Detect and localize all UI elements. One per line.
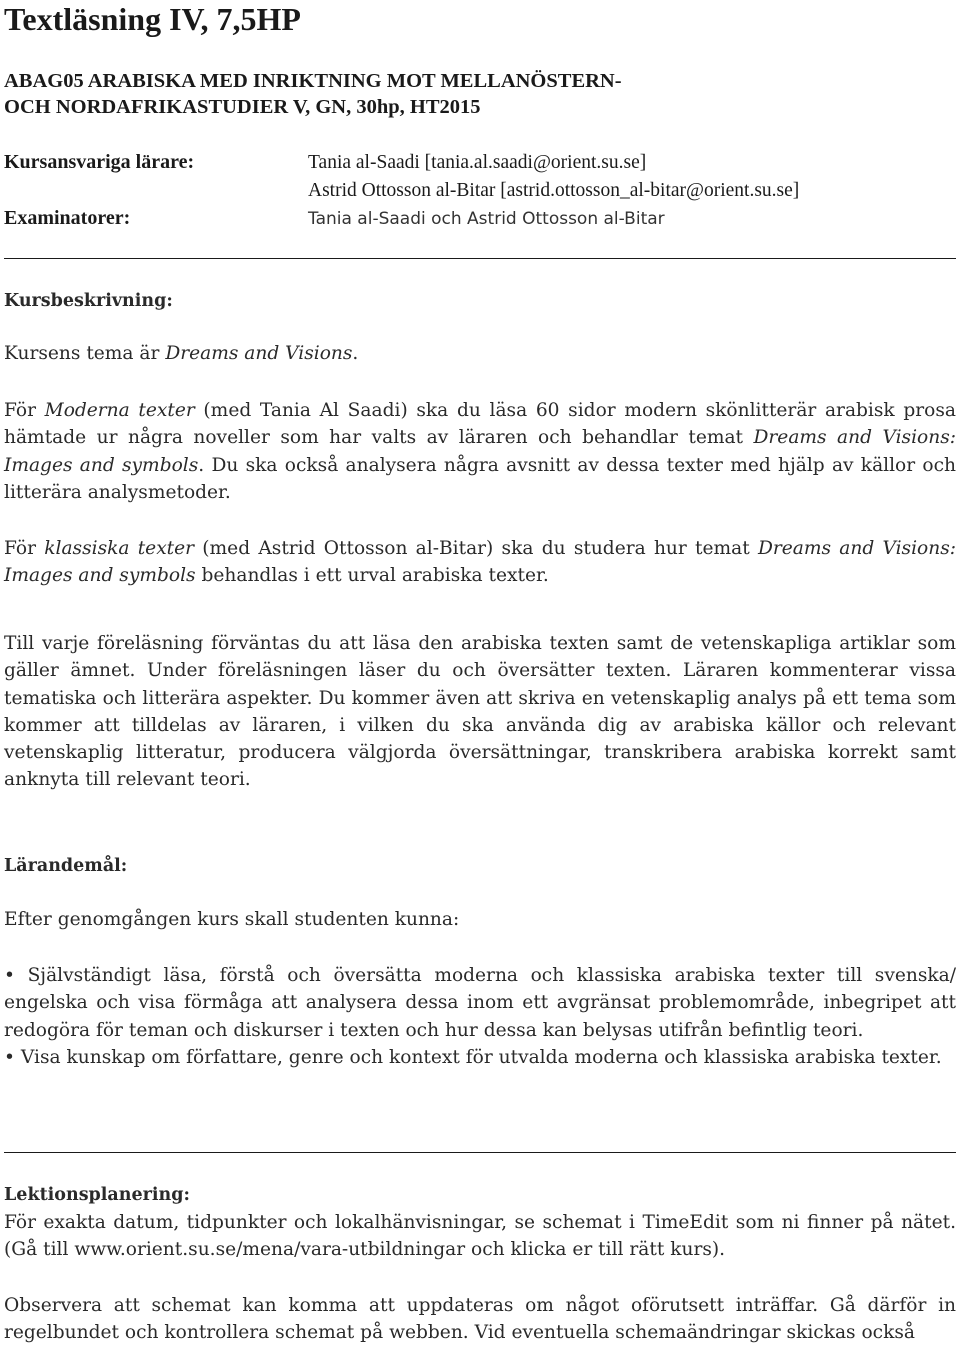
examiners-names: Tania al-Saadi och Astrid Ottosson al-Bitar	[308, 209, 665, 229]
bullet-icon: •	[4, 965, 15, 986]
divider-1	[4, 258, 956, 259]
examiners-label: Examinatorer:	[4, 207, 131, 229]
list-item: • Självständigt läsa, förstå och översätta moderna och klassiska arabiska texter till svenska/ engelska och visa förmåga att analysera dessa inom ett avgränsat problemområde, inbegripet att redogöra för teman och diskurser i texten och hur dessa kan belysas utifrån befintlig teori.	[4, 965, 956, 1041]
classical-texts-paragraph: För klassiska texter (med Astrid Ottosson al-Bitar) ska du studera hur temat Dreams and Visions: Images and symbols behandlas i ett urval arabiska texter.	[4, 538, 957, 587]
learning-outcomes-list	[4, 962, 956, 1071]
learning-outcomes-heading: Lärandemål:	[4, 856, 128, 876]
modern-texts-paragraph: För Moderna texter (med Tania Al Saadi) ska du läsa 60 sidor modern skönlitterär arabisk prosa hämtade ur några noveller som har valts av läraren och behandlar temat Dreams and Visions: Images and symbols. Du ska också analysera några avsnitt av dessa texter med hjälp av källor och litterära analysmetoder.	[4, 400, 957, 503]
responsible-teacher-1: Tania al-Saadi [tania.al.saadi@orient.su.se]	[308, 152, 647, 173]
responsible-teachers-label: Kursansvariga lärare:	[4, 151, 195, 173]
lesson-planning-paragraph-2: Observera att schemat kan komma att uppdateras om något oförutsett inträffar. Gå därför in regelbundet och kontrollera schemat på webben. Vid eventuella schemaändringar skickas också	[4, 1295, 956, 1344]
course-code-line-2: OCH NORDAFRIKASTUDIER V, GN, 30hp, HT2015	[4, 96, 481, 118]
bullet-icon: •	[4, 1046, 15, 1068]
list-item: • Visa kunskap om författare, genre och kontext för utvalda moderna och klassiska arabiska texter.	[4, 1046, 942, 1068]
document-title: Textläsning IV, 7,5HP	[4, 1, 301, 37]
divider-2	[4, 1152, 956, 1153]
lesson-planning-heading: Lektionsplanering:	[4, 1185, 190, 1205]
responsible-teacher-2: Astrid Ottosson al-Bitar [astrid.ottosson_al-bitar@orient.su.se]	[308, 180, 800, 201]
course-theme-line: Kursens tema är Dreams and Visions.	[4, 343, 359, 364]
lecture-expectations-paragraph: Till varje föreläsning förväntas du att läsa den arabiska texten samt de vetenskapliga artiklar som gäller ämnet. Under föreläsningen läser du och översätter texten. Läraren kommenterar vissa tematiska och litterära aspekter. Du kommer även att skriva en vetenskaplig analys på ett tema som kommer att tilldelas av läraren, i vilken du ska använda dig av arabiska källor och relevant vetenskaplig litteratur, producera välgjorda översättningar, transkribera arabiska korrekt samt anknyta till relevant teori.	[4, 633, 956, 791]
lesson-planning-paragraph-1: För exakta datum, tidpunkter och lokalhänvisningar, se schemat i TimeEdit som ni finner på nätet. (Gå till www.orient.su.se/mena/vara-utbildningar och klicka er till rätt kurs).	[4, 1212, 956, 1261]
course-description-heading: Kursbeskrivning:	[4, 291, 173, 311]
learning-outcomes-intro: Efter genomgången kurs skall studenten kunna:	[4, 909, 460, 930]
course-code-line-1: ABAG05 ARABISKA MED INRIKTNING MOT MELLANÖSTERN-	[4, 70, 622, 92]
